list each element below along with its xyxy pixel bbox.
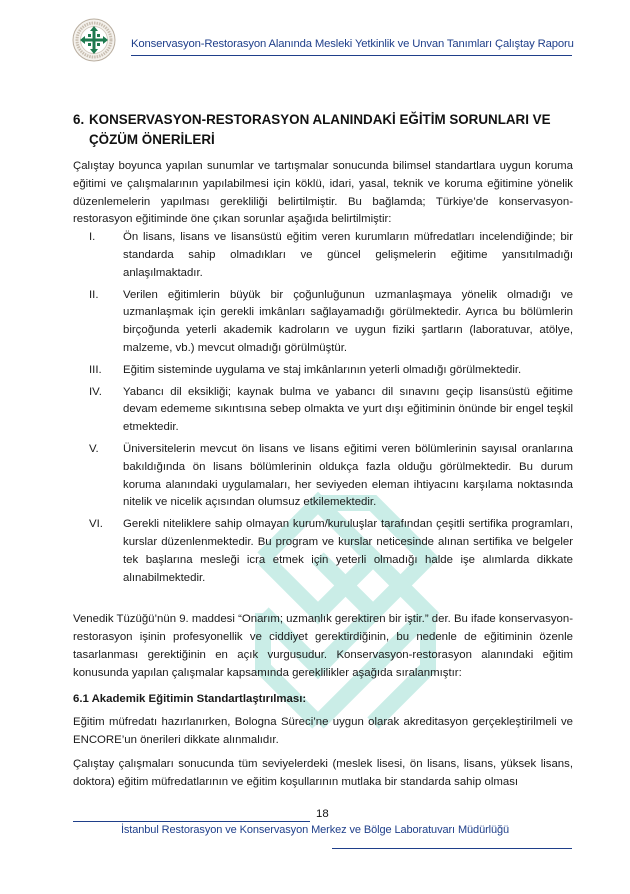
list-marker: V. — [89, 442, 99, 455]
footer-divider-right — [332, 848, 572, 849]
list-item-text: Üniversitelerin mevcut ön lisans ve lisans eğitimi veren bölümlerinin sayısal oranlarına bakıldığında ön lisans bölümlerinin oldukça fazla olduğu görülmektedir. Bu durum koruma alanındaki uygulamaları, her seviyeden eleman ihtiyacını karşılama noktasında nitelik ve nicelik açısından olumsuz etkilemektedir. — [123, 442, 573, 509]
spacer — [73, 591, 573, 611]
list-marker: I. — [89, 231, 96, 244]
footer-institution-name: İstanbul Restorasyon ve Konservasyon Merkez ve Bölge Laboratuvarı Müdürlüğü — [120, 824, 510, 836]
list-marker: II. — [89, 288, 99, 301]
list-item-text: Ön lisans, lisans ve lisansüstü eğitim veren kurumların müfredatları incelendiğinde; bir standarda sahip olmadıkları ve güncel gelişmelerin eğitime yansıtılmadığı anlaşılmaktadır. — [123, 231, 573, 279]
section-title: KONSERVASYON-RESTORASYON ALANINDAKİ EĞİTİM SORUNLARI VE ÇÖZÜM ÖNERİLERİ — [89, 112, 551, 147]
list-marker: III. — [89, 363, 102, 376]
venice-charter-paragraph: Venedik Tüzüğü’nün 9. maddesi “Onarım; uzmanlık gerektiren bir iştir.” der. Bu ifade konservasyon-restorasyon işinin profesyonellik ve ciddiyet gerektirdiğinin, bu nedenle de eğitiminin özenle tasarlanması gerektiğinin en açık vurgusudur. Konservasyon-restorasyon alanındaki eğitim konusunda yapılan çalışmalar kapsamında gereklilikler aşağıda sıralanmıştır: — [73, 613, 573, 679]
list-item — [73, 516, 573, 587]
body-paragraph: Eğitim müfredatı hazırlanırken, Bologna Süreci’ne uygun olarak akreditasyon gerçekleştirilmeli ve ENCORE’un önerileri dikkate alınmalıdır. — [73, 716, 573, 747]
list-item-text: Verilen eğitimlerin büyük bir çoğunluğunun uzmanlaşmaya yönelik olmadığı ve uzmanlaşmak için gerekli imkânları sağlayamadığı görülmektedir. Ayrıca bu bölümlerin birçoğunda yeterli akademik kadroların ve uygun fiziki şartların (laboratuvar, atölye, malzeme, vb.) mevcut olmadığı görülmüştür. — [123, 288, 573, 354]
footer-divider-left — [73, 821, 310, 822]
intro-paragraph: Çalıştay boyunca yapılan sunumlar ve tartışmalar sonucunda bilimsel standartlara uygun koruma eğitimi ve çalışmalarının yapılabilmesi için köklü, idari, yasal, teknik ve koruma eğitimine yönelik düzenlemelerin yapılması gerekliliği belirtilmiştir. Bu bağlamda; Türkiye’de konservasyon-restorasyon eğitiminde öne çıkan sorunlar aşağıda belirtilmiştir: — [73, 160, 573, 226]
body-paragraph: Çalıştay çalışmaları sonucunda tüm seviyelerdeki (meslek lisesi, ön lisans, lisans, yüksek lisans, doktora) eğitim müfredatlarının ve eğitim koşullarının mutlaka bir standarda sahip olması — [73, 757, 573, 788]
document-body — [73, 110, 573, 792]
header-divider — [131, 55, 572, 56]
list-marker: VI. — [89, 518, 103, 531]
list-marker: IV. — [89, 385, 102, 398]
list-item — [73, 362, 573, 380]
section-number: 6. — [73, 112, 85, 127]
problems-list — [73, 229, 573, 587]
report-title-header: Konservasyon-Restorasyon Alanında Mesleki Yetkinlik ve Unvan Tanımları Çalıştay Raporu — [131, 38, 574, 50]
section-heading — [73, 110, 573, 150]
list-item-text: Yabancı dil eksikliği; kaynak bulma ve yabancı dil sınavını geçip lisansüstü eğitime devam edememe sıkıntısına sebep olmakta ve yurt dışı eğitiminin önünde bir engel teşkil etmektedir. — [123, 385, 573, 434]
list-item — [73, 441, 573, 512]
list-item — [73, 287, 573, 358]
page-number: 18 — [316, 808, 329, 820]
list-item — [73, 229, 573, 282]
list-item-text: Gerekli niteliklere sahip olmayan kurum/kuruluşlar tarafından çeşitli sertifika programları, kurslar düzenlenmektedir. Bu program ve kurslar neticesinde alınan sertifika ve belgeler tek başlarına mesleği icra etmek için yeterli olmadığı halde işe alımlarda dikkate alınabilmektedir. — [123, 518, 573, 584]
list-item-text: Eğitim sisteminde uygulama ve staj imkânlarının yeterli olmadığı görülmektedir. — [123, 363, 522, 376]
institution-seal-icon — [72, 18, 116, 62]
subsection-heading: 6.1 Akademik Eğitimin Standartlaştırılması: — [73, 692, 307, 705]
list-item — [73, 384, 573, 437]
